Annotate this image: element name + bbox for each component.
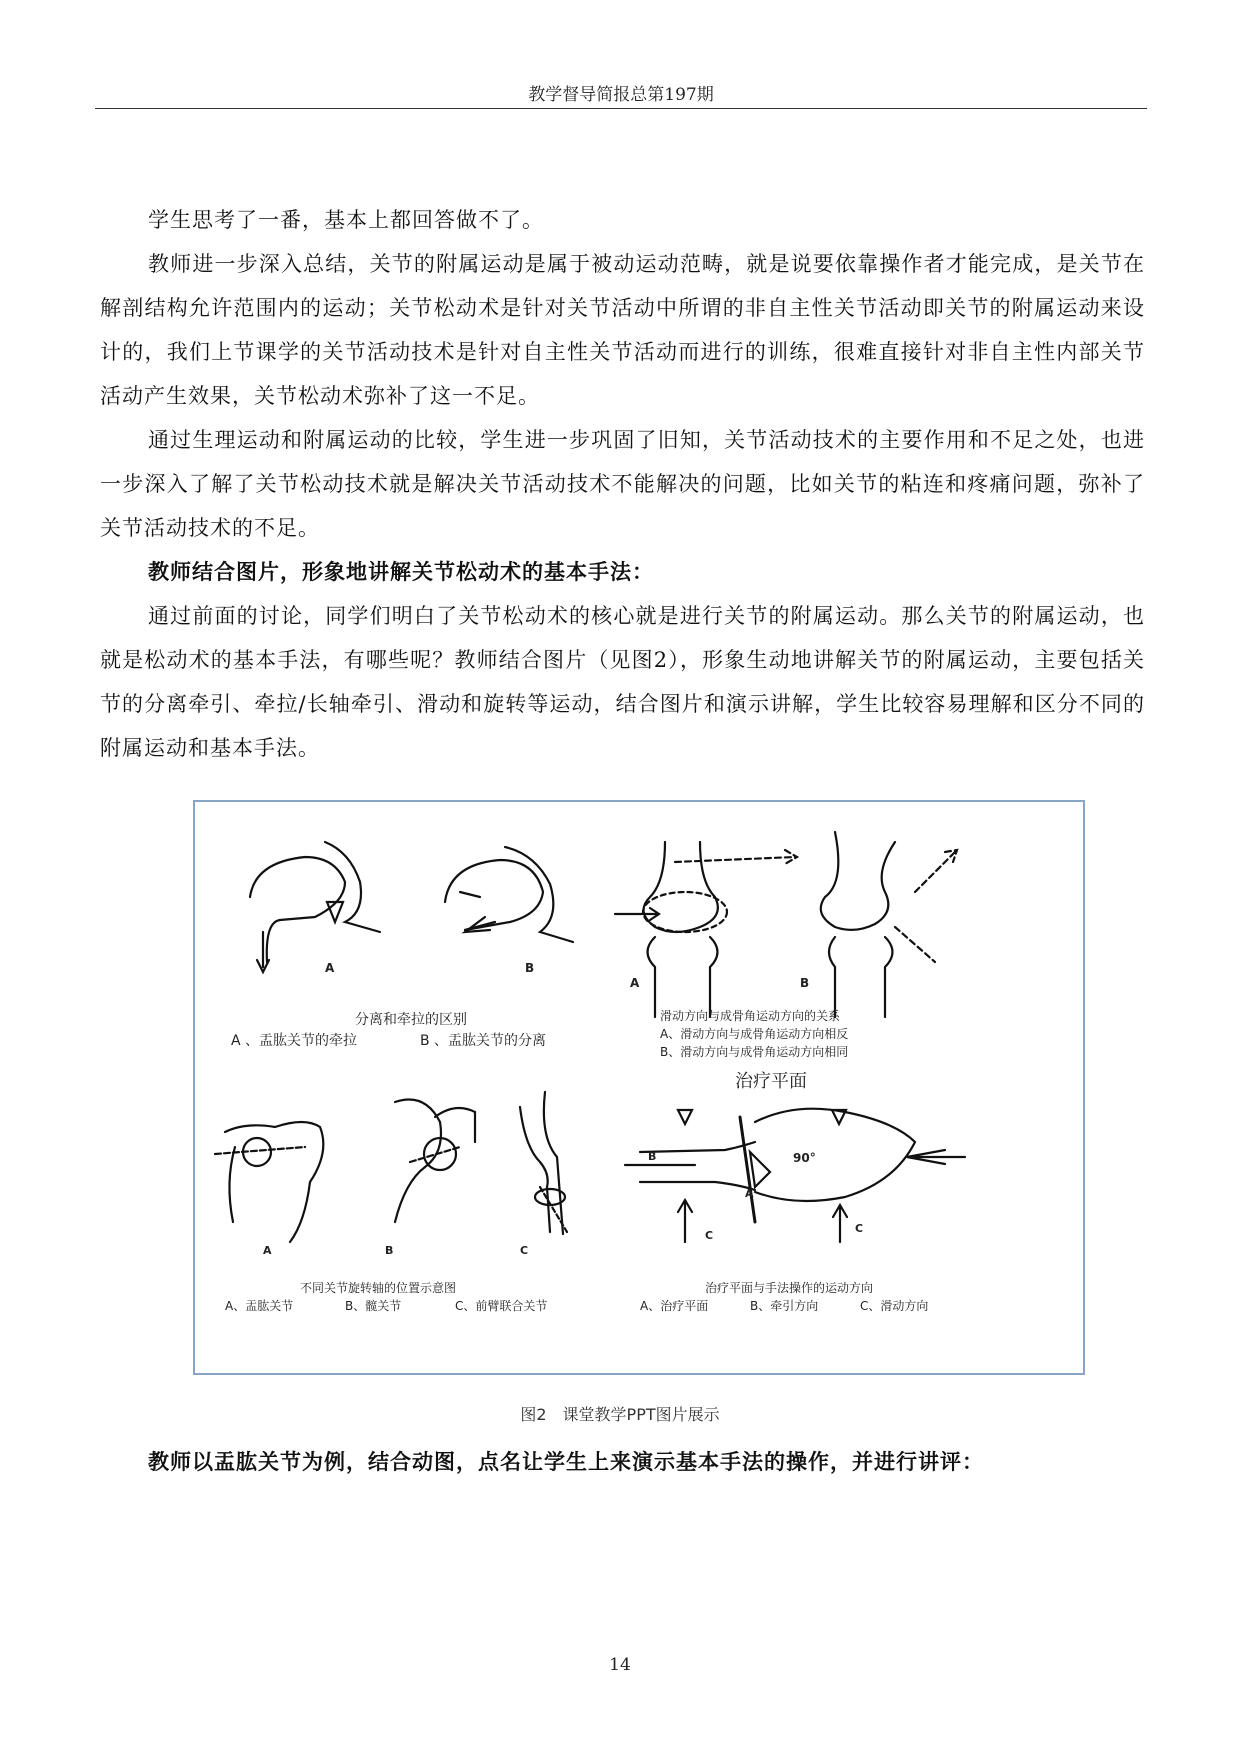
paragraph-3: 通过生理运动和附属运动的比较，学生进一步巩固了旧知，关节活动技术的主要作用和不足之处，也进一步深入了解了关节松动技术就是解决关节活动技术不能解决的问题，比如关节的粘连和疼痛问题，弥补了关节活动技术的不足。 <box>100 428 1145 540</box>
panel1-line2: B 、盂肱关节的分离 <box>420 1033 547 1049</box>
closing-text <box>100 1440 1145 1484</box>
panel4-label-a: A <box>745 1187 754 1200</box>
header-title: 教学督导简报总第197期 <box>528 85 714 105</box>
panel3-label-b: B <box>385 1244 394 1257</box>
panel3-line3: C、前臂联合关节 <box>455 1299 548 1313</box>
panel3-title: 不同关节旋转轴的位置示意图 <box>300 1281 457 1295</box>
panel4-line1: A、治疗平面 <box>640 1299 709 1313</box>
panel3-label-a: A <box>263 1244 272 1257</box>
rotation-diagram-b <box>395 1100 475 1223</box>
rotation-diagram-a <box>215 1122 323 1242</box>
panel4-label-b: B <box>648 1150 657 1163</box>
panel1-label-b: B <box>525 961 535 975</box>
figure-2 <box>193 800 1085 1375</box>
panel1-line1: A 、盂肱关节的牵拉 <box>231 1033 358 1049</box>
paragraph-1: 学生思考了一番，基本上都回答做不了。 <box>148 208 544 232</box>
shoulder-diagram-a <box>250 842 380 972</box>
panel2-line2: B、滑动方向与成骨角运动方向相同 <box>660 1045 849 1059</box>
panel2-label-b: B <box>800 976 810 990</box>
panel1-label-a: A <box>325 961 335 975</box>
treatment-plane-diagram <box>625 1109 965 1242</box>
panel4-label-c2: C <box>855 1222 864 1235</box>
section-heading: 教师结合图片，形象地讲解关节松动术的基本手法： <box>148 559 654 584</box>
panel3-line2: B、髋关节 <box>345 1299 402 1313</box>
figure-illustration <box>195 802 1083 1373</box>
panel4-line3: C、滑动方向 <box>860 1299 929 1313</box>
page-header <box>95 72 1147 109</box>
knee-diagram-b <box>821 832 957 1017</box>
panel4-heading: 治疗平面 <box>735 1071 807 1092</box>
paragraph-2: 教师进一步深入总结，关节的附属运动是属于被动运动范畴，就是说要依靠操作者才能完成，是关节在解剖结构允许范围内的运动；关节松动术是针对关节活动中所谓的非自主性关节活动即关节的附属运动来设计的，我们上节课学的关节活动技术是针对自主性关节活动而进行的训练，很难直接针对非自主性内部关节活动产生效果，关节松动术弥补了这一不足。 <box>100 252 1145 408</box>
knee-diagram-a <box>615 842 797 1017</box>
closing-paragraph: 教师以盂肱关节为例，结合动图，点名让学生上来演示基本手法的操作，并进行讲评： <box>148 1449 984 1474</box>
panel2-title: 滑动方向与成骨角运动方向的关系 <box>660 1009 841 1023</box>
panel4-label-c1: C <box>705 1229 714 1242</box>
paragraph-4: 通过前面的讨论，同学们明白了关节松动术的核心就是进行关节的附属运动。那么关节的附属运动，也就是松动术的基本手法，有哪些呢？教师结合图片（见图2），形象生动地讲解关节的附属运动，主要包括关节的分离牵引、牵拉/长轴牵引、滑动和旋转等运动，结合图片和演示讲解，学生比较容易理解和区分不同的附属运动和基本手法。 <box>100 604 1145 760</box>
body-text <box>100 198 1145 770</box>
panel4-angle: 90° <box>793 1151 816 1165</box>
page-number: 14 <box>609 1655 631 1675</box>
figure-caption: 图2 课堂教学PPT图片展示 <box>520 1405 720 1424</box>
panel1-title: 分离和牵拉的区别 <box>355 1012 467 1028</box>
panel4-title: 治疗平面与手法操作的运动方向 <box>705 1281 874 1295</box>
panel2-line1: A、滑动方向与成骨角运动方向相反 <box>660 1027 849 1041</box>
panel3-label-c: C <box>520 1244 529 1257</box>
rotation-diagram-c <box>520 1092 567 1234</box>
panel4-line2: B、牵引方向 <box>750 1299 819 1313</box>
shoulder-diagram-b <box>445 847 573 942</box>
panel2-label-a: A <box>630 976 640 990</box>
panel3-line1: A、盂肱关节 <box>225 1299 294 1313</box>
